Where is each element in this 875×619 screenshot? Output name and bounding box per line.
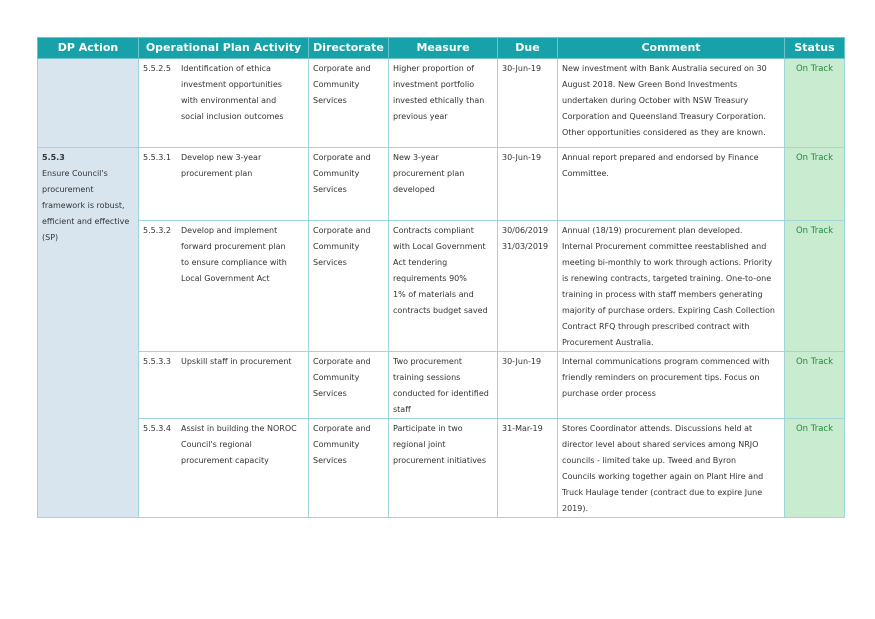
comment-text-line: 2019). (562, 504, 589, 513)
dp-action-text-line: procurement (42, 185, 94, 194)
due-date: 31/03/2019 (502, 242, 549, 251)
activity-cell (139, 221, 309, 352)
measure-cell (389, 221, 498, 352)
header-measure: Measure (389, 38, 498, 59)
dp-action-text-line: framework is robust, (42, 201, 125, 210)
measure-cell (389, 59, 498, 148)
comment-text-line: purchase order process (562, 389, 656, 398)
status-cell (785, 352, 845, 419)
activity-number: 5.5.3.3 (143, 357, 171, 366)
directorate-cell (309, 59, 389, 148)
activity-text-line: forward procurement plan (181, 242, 286, 251)
comment-text-line: majority of purchase orders. Expiring Cash Collection (562, 306, 775, 315)
status-cell (785, 419, 845, 518)
directorate-cell (309, 352, 389, 419)
activity-description (181, 150, 303, 182)
activity-text-line: with environmental and (181, 96, 277, 105)
activity-cell (139, 148, 309, 221)
activity-text-line: procurement plan (181, 169, 253, 178)
due-date: 31-Mar-19 (502, 424, 543, 433)
measure-text-line: Participate in two (393, 424, 463, 433)
measure-text-line: contracts budget saved (393, 306, 488, 315)
activity-description (181, 61, 303, 125)
measure-text-line: conducted for identified (393, 389, 489, 398)
comment-text-line: Other opportunities considered as they are known. (562, 128, 766, 137)
comment-text-line: Contract RFQ through prescribed contract with (562, 322, 750, 331)
directorate-text-line: Corporate and (313, 357, 371, 366)
activity-text-line: Identification of ethica (181, 64, 271, 73)
directorate-cell (309, 419, 389, 518)
directorate-text-line: Services (313, 185, 347, 194)
due-cell (498, 419, 558, 518)
measure-text-line: procurement plan (393, 169, 465, 178)
header-dp-action: DP Action (38, 38, 139, 59)
table-row (38, 352, 845, 419)
activity-description (181, 354, 303, 370)
dp-action-text-line: efficient and effective (42, 217, 130, 226)
comment-text-line: Committee. (562, 169, 609, 178)
measure-text-line: developed (393, 185, 435, 194)
directorate-text-line: Community (313, 440, 360, 449)
measure-cell (389, 419, 498, 518)
measure-text-line: training sessions (393, 373, 461, 382)
measure-text-line: investment portfolio (393, 80, 475, 89)
measure-text-line: requirements 90% (393, 274, 467, 283)
comment-text-line: Councils working together again on Plant Hire and (562, 472, 764, 481)
activity-number: 5.5.3.2 (143, 226, 171, 235)
measure-text-line: previous year (393, 112, 448, 121)
dp-action-text-line: (SP) (42, 233, 59, 242)
status-badge: On Track (795, 153, 834, 163)
directorate-text-line: Community (313, 169, 360, 178)
activity-number: 5.5.3.4 (143, 424, 171, 433)
activity-number: 5.5.2.5 (143, 64, 171, 73)
directorate-text-line: Corporate and (313, 64, 371, 73)
activity-text-line: Upskill staff in procurement (181, 357, 292, 366)
measure-text-line: with Local Government (393, 242, 486, 251)
comment-text-line: director level about shared services among NRJO (562, 440, 759, 449)
header-due: Due (498, 38, 558, 59)
activity-text-line: social inclusion outcomes (181, 112, 284, 121)
activity-text-line: Develop new 3-year (181, 153, 262, 162)
activity-text-line: to ensure compliance with (181, 258, 287, 267)
status-badge: On Track (795, 357, 834, 367)
activity-text-line: procurement capacity (181, 456, 269, 465)
status-cell (785, 148, 845, 221)
measure-cell (389, 352, 498, 419)
directorate-text-line: Community (313, 80, 360, 89)
measure-text-line: Contracts compliant (393, 226, 474, 235)
comment-cell (558, 221, 785, 352)
activity-description (181, 223, 303, 287)
dp-action-cell-empty (38, 59, 139, 148)
due-cell (498, 148, 558, 221)
directorate-text-line: Corporate and (313, 424, 371, 433)
comment-cell (558, 352, 785, 419)
table-row (38, 221, 845, 352)
table-row (38, 59, 845, 148)
dp-action-number: 5.5.3 (42, 153, 65, 162)
due-date: 30-Jun-19 (502, 64, 542, 73)
activity-text-line: Assist in building the NOROC (181, 424, 297, 433)
header-operational-plan-activity: Operational Plan Activity (139, 38, 309, 59)
measure-text-line: 1% of materials and (393, 290, 474, 299)
table-header-row (38, 38, 845, 59)
comment-text-line: councils - limited take up. Tweed and Byron (562, 456, 737, 465)
status-badge: On Track (795, 64, 834, 74)
comment-text-line: New investment with Bank Australia secured on 30 (562, 64, 767, 73)
due-cell (498, 352, 558, 419)
comment-text-line: Truck Haulage tender (contract due to expire June (562, 488, 763, 497)
due-date: 30/06/2019 (502, 226, 549, 235)
activity-cell (139, 59, 309, 148)
status-badge: On Track (795, 226, 834, 236)
measure-text-line: staff (393, 405, 411, 414)
dp-action-text-line: Ensure Council's (42, 169, 108, 178)
directorate-text-line: Corporate and (313, 226, 371, 235)
directorate-text-line: Community (313, 242, 360, 251)
status-badge: On Track (795, 424, 834, 434)
header-comment: Comment (558, 38, 785, 59)
comment-text-line: August 2018. New Green Bond Investments (562, 80, 738, 89)
directorate-text-line: Community (313, 373, 360, 382)
directorate-cell (309, 221, 389, 352)
activity-text-line: investment opportunities (181, 80, 282, 89)
comment-text-line: Annual (18/19) procurement plan developed. (562, 226, 743, 235)
comment-text-line: undertaken during October with NSW Treasury (562, 96, 749, 105)
activity-number: 5.5.3.1 (143, 153, 171, 162)
comment-text-line: Corporation and Queensland Treasury Corporation. (562, 112, 766, 121)
measure-text-line: regional joint (393, 440, 446, 449)
comment-text-line: is renewing contracts, targeted training. One-to-one (562, 274, 772, 283)
comment-text-line: training in process with staff members generating (562, 290, 763, 299)
status-cell (785, 221, 845, 352)
measure-text-line: New 3-year (393, 153, 439, 162)
comment-text-line: meeting bi-monthly to work through actions. Priority (562, 258, 773, 267)
status-cell (785, 59, 845, 148)
activity-text-line: Local Government Act (181, 274, 270, 283)
activity-cell (139, 419, 309, 518)
due-date: 30-Jun-19 (502, 357, 542, 366)
due-date: 30-Jun-19 (502, 153, 542, 162)
measure-text-line: Act tendering (393, 258, 448, 267)
comment-text-line: Stores Coordinator attends. Discussions held at (562, 424, 753, 433)
comment-cell (558, 148, 785, 221)
comment-text-line: Annual report prepared and endorsed by Finance (562, 153, 759, 162)
measure-text-line: Higher proportion of (393, 64, 475, 73)
comment-cell (558, 59, 785, 148)
directorate-text-line: Services (313, 456, 347, 465)
header-status: Status (785, 38, 845, 59)
table-row (38, 148, 845, 221)
dp-action-cell (38, 148, 139, 518)
due-cell (498, 59, 558, 148)
measure-text-line: invested ethically than (393, 96, 485, 105)
directorate-text-line: Services (313, 258, 347, 267)
directorate-cell (309, 148, 389, 221)
comment-cell (558, 419, 785, 518)
directorate-text-line: Corporate and (313, 153, 371, 162)
comment-text-line: friendly reminders on procurement tips. Focus on (562, 373, 760, 382)
measure-text-line: Two procurement (393, 357, 463, 366)
operational-plan-table (37, 37, 845, 518)
activity-description (181, 421, 303, 469)
measure-cell (389, 148, 498, 221)
directorate-text-line: Services (313, 389, 347, 398)
directorate-text-line: Services (313, 96, 347, 105)
measure-text-line: procurement initiatives (393, 456, 487, 465)
comment-text-line: Internal Procurement committee reestablished and (562, 242, 767, 251)
comment-text-line: Procurement Australia. (562, 338, 654, 347)
header-directorate: Directorate (309, 38, 389, 59)
activity-text-line: Council's regional (181, 440, 252, 449)
activity-text-line: Develop and implement (181, 226, 278, 235)
due-cell (498, 221, 558, 352)
activity-cell (139, 352, 309, 419)
table-row (38, 419, 845, 518)
comment-text-line: Internal communications program commenced with (562, 357, 770, 366)
